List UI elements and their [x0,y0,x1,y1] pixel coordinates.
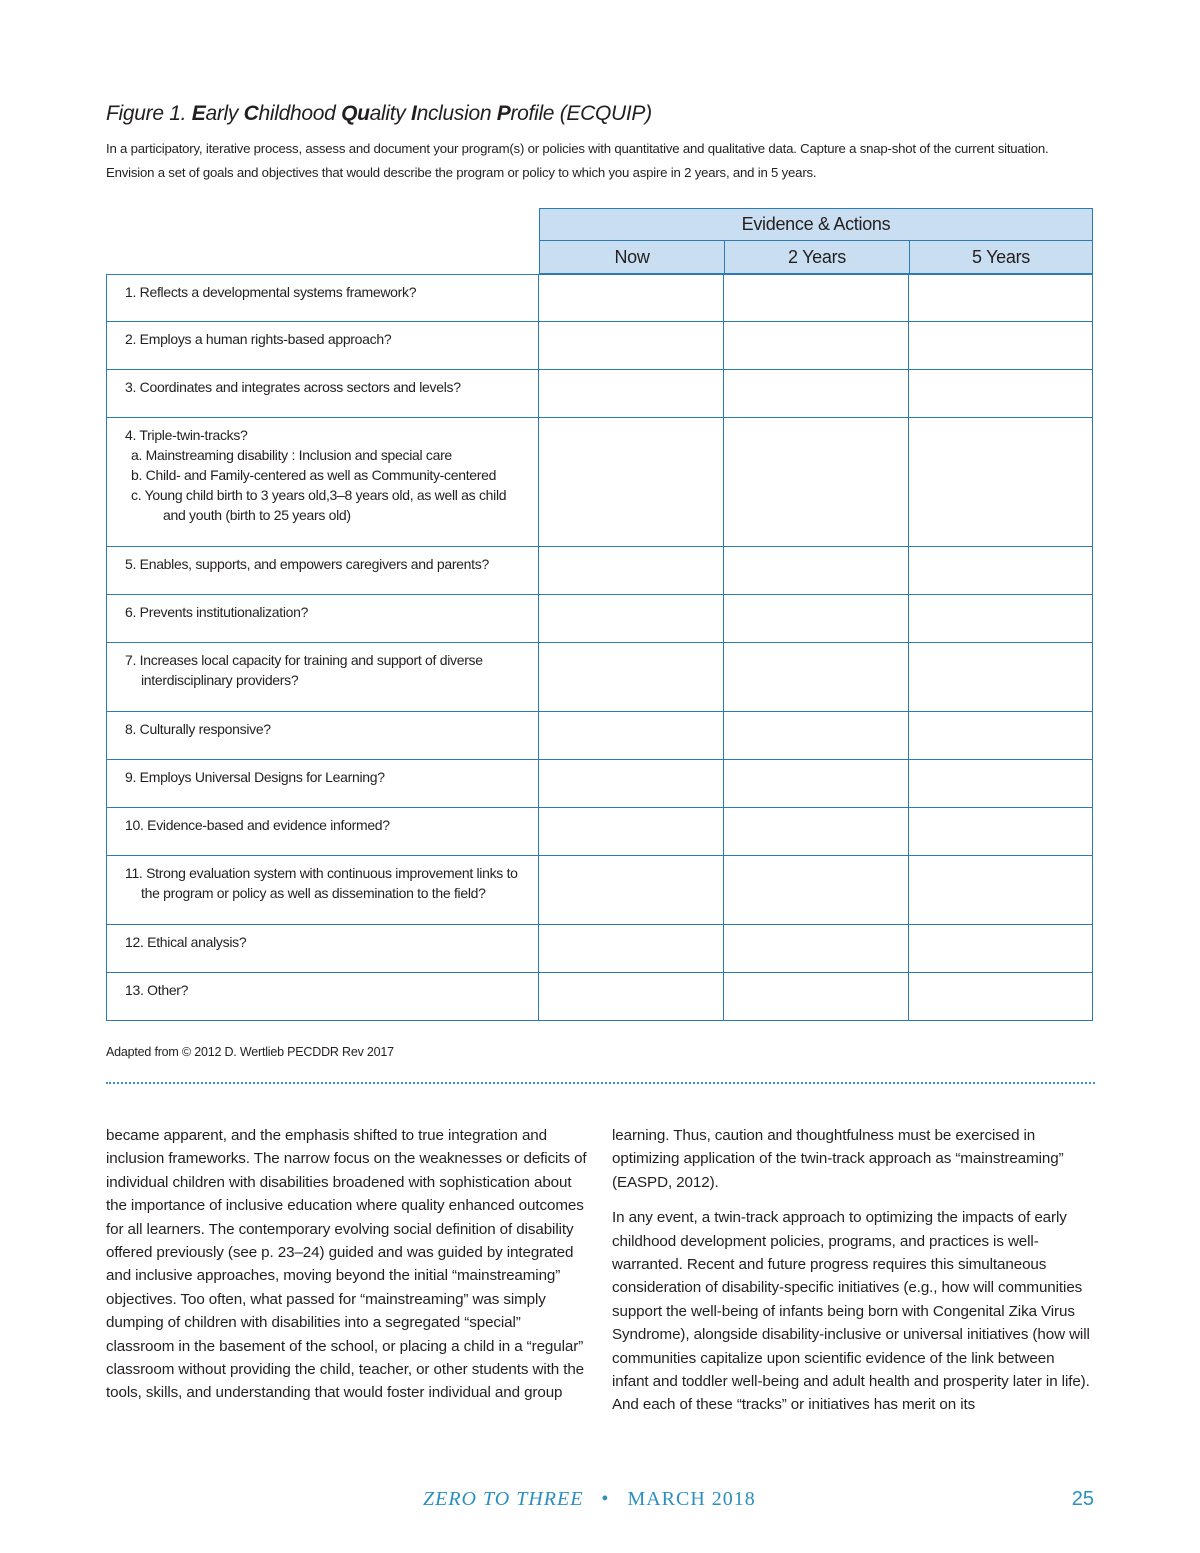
evidence-actions-header: Evidence & Actions [539,208,1093,241]
issue-date: MARCH 2018 [627,1488,756,1510]
cell-now[interactable] [539,760,724,808]
figure-title: Figure 1. Early Childhood Quality Inclusion Profile (ECQUIP) [106,102,652,125]
body-paragraph: In any event, a twin-track approach to optimizing the impacts of early childhood development policies, programs, and practices is well-warranted. Recent and future progress requires this simultaneous consideration of disability-specific initiatives (e.g., how will communities support the well-being of infants being born with Congenital Zika Virus Syndrome), alongside disability-inclusive or universal initiatives (how will communities capitalize upon scientific evidence of the link between infant and toddler well-being and adult health and prosperity later in life). And each of these “tracks” or initiatives has merit on its [612,1209,1090,1414]
cell-5-years[interactable] [909,370,1093,418]
cell-5-years[interactable] [909,322,1093,370]
cell-2-years[interactable] [724,418,909,547]
cell-2-years[interactable] [724,856,909,925]
cell-5-years[interactable] [909,712,1093,760]
table-row [106,595,1095,643]
column-header-2-years: 2 Years [724,240,910,274]
cell-now[interactable] [539,643,724,712]
row-question: 5. Enables, supports, and empowers caregivers and parents? [106,547,539,595]
cell-2-years[interactable] [724,274,909,322]
cell-now[interactable] [539,925,724,973]
cell-now[interactable] [539,274,724,322]
table-row [106,274,1095,322]
row-question: 12. Ethical analysis? [106,925,539,973]
body-column-right [612,1124,1094,1429]
cell-2-years[interactable] [724,547,909,595]
row-question: 2. Employs a human rights-based approach? [106,322,539,370]
cell-now[interactable] [539,547,724,595]
page-number: 25 [1071,1488,1094,1510]
table-row [106,643,1095,712]
table-row [106,760,1095,808]
cell-now[interactable] [539,712,724,760]
cell-now[interactable] [539,322,724,370]
column-header-now: Now [539,240,725,274]
cell-5-years[interactable] [909,274,1093,322]
cell-5-years[interactable] [909,760,1093,808]
cell-5-years[interactable] [909,418,1093,547]
row-question: 8. Culturally responsive? [106,712,539,760]
cell-2-years[interactable] [724,370,909,418]
row-question: 11. Strong evaluation system with continuous improvement links to the program or policy as well as dissemination to the field? [106,856,539,925]
cell-5-years[interactable] [909,547,1093,595]
cell-2-years[interactable] [724,925,909,973]
body-paragraph: learning. Thus, caution and thoughtfulness must be exercised in optimizing application of the twin-track approach as “mainstreaming” (EASPD, 2012). [612,1127,1064,1191]
row-question: 3. Coordinates and integrates across sectors and levels? [106,370,539,418]
table-row [106,712,1095,760]
cell-5-years[interactable] [909,973,1093,1021]
body-column-left [106,1124,588,1417]
table-row [106,856,1095,925]
cell-5-years[interactable] [909,643,1093,712]
cell-5-years[interactable] [909,808,1093,856]
body-paragraph: became apparent, and the emphasis shifted to true integration and inclusion frameworks. The narrow focus on the weaknesses or deficits of individual children with disabilities broadened with sophistication about the importance of inclusive education where quality enhanced outcomes for all learners. The contemporary evolving social definition of disability offered previously (see p. 23–24) guided and was guided by integrated and inclusive approaches, moving beyond the initial “mainstreaming” objectives. Too often, what passed for “mainstreaming” was simply dumping of children with disabilities into a segregated “special” classroom in the basement of the school, or placing a child in a “regular” classroom without providing the child, teacher, or other students with the tools, skills, and understanding that would foster individual and group [106,1127,587,1402]
figure-credit: Adapted from © 2012 D. Wertlieb PECDDR Rev 2017 [106,1045,394,1059]
cell-2-years[interactable] [724,595,909,643]
cell-2-years[interactable] [724,643,909,712]
footer-publication-line [423,1488,756,1511]
cell-2-years[interactable] [724,712,909,760]
cell-now[interactable] [539,856,724,925]
table-row [106,973,1095,1021]
row-question: 13. Other? [106,973,539,1021]
cell-2-years[interactable] [724,760,909,808]
table-row [106,925,1095,973]
table-row [106,808,1095,856]
cell-5-years[interactable] [909,856,1093,925]
cell-now[interactable] [539,595,724,643]
cell-5-years[interactable] [909,595,1093,643]
cell-now[interactable] [539,370,724,418]
figure-label: Figure 1. [106,102,187,125]
table-row [106,547,1095,595]
footer-separator: • [601,1488,610,1510]
cell-now[interactable] [539,418,724,547]
column-header-5-years: 5 Years [909,240,1093,274]
table-row [106,322,1095,370]
table-row [106,418,1095,547]
row-question: 10. Evidence-based and evidence informed? [106,808,539,856]
cell-2-years[interactable] [724,973,909,1021]
cell-now[interactable] [539,973,724,1021]
figure-description: In a participatory, iterative process, assess and document your program(s) or policies with quantitative and qualitative data. Capture a snap-shot of the current situation. Envision a set of goals and objectives that would describe the program or policy to which you aspire in 2 years, and in 5 years. [106,141,1049,180]
ecquip-table [106,208,1095,1021]
cell-now[interactable] [539,808,724,856]
page-footer [0,1488,1200,1518]
publication-name: ZERO TO THREE [423,1488,584,1510]
row-question: 9. Employs Universal Designs for Learning? [106,760,539,808]
row-question: 6. Prevents institutionalization? [106,595,539,643]
row-question: 1. Reflects a developmental systems framework? [106,274,539,322]
table-row [106,370,1095,418]
row-question: 7. Increases local capacity for training and support of diverse interdisciplinary providers? [106,643,539,712]
row-question: 4. Triple-twin-tracks? a. Mainstreaming disability : Inclusion and special care b. Child- and Family-centered as well as Community-centered c. Young child birth to 3 years old,3–8 years old, as well as child and youth (birth to 25 years old) [106,418,539,547]
cell-2-years[interactable] [724,808,909,856]
dotted-divider [106,1082,1095,1084]
cell-5-years[interactable] [909,925,1093,973]
cell-2-years[interactable] [724,322,909,370]
